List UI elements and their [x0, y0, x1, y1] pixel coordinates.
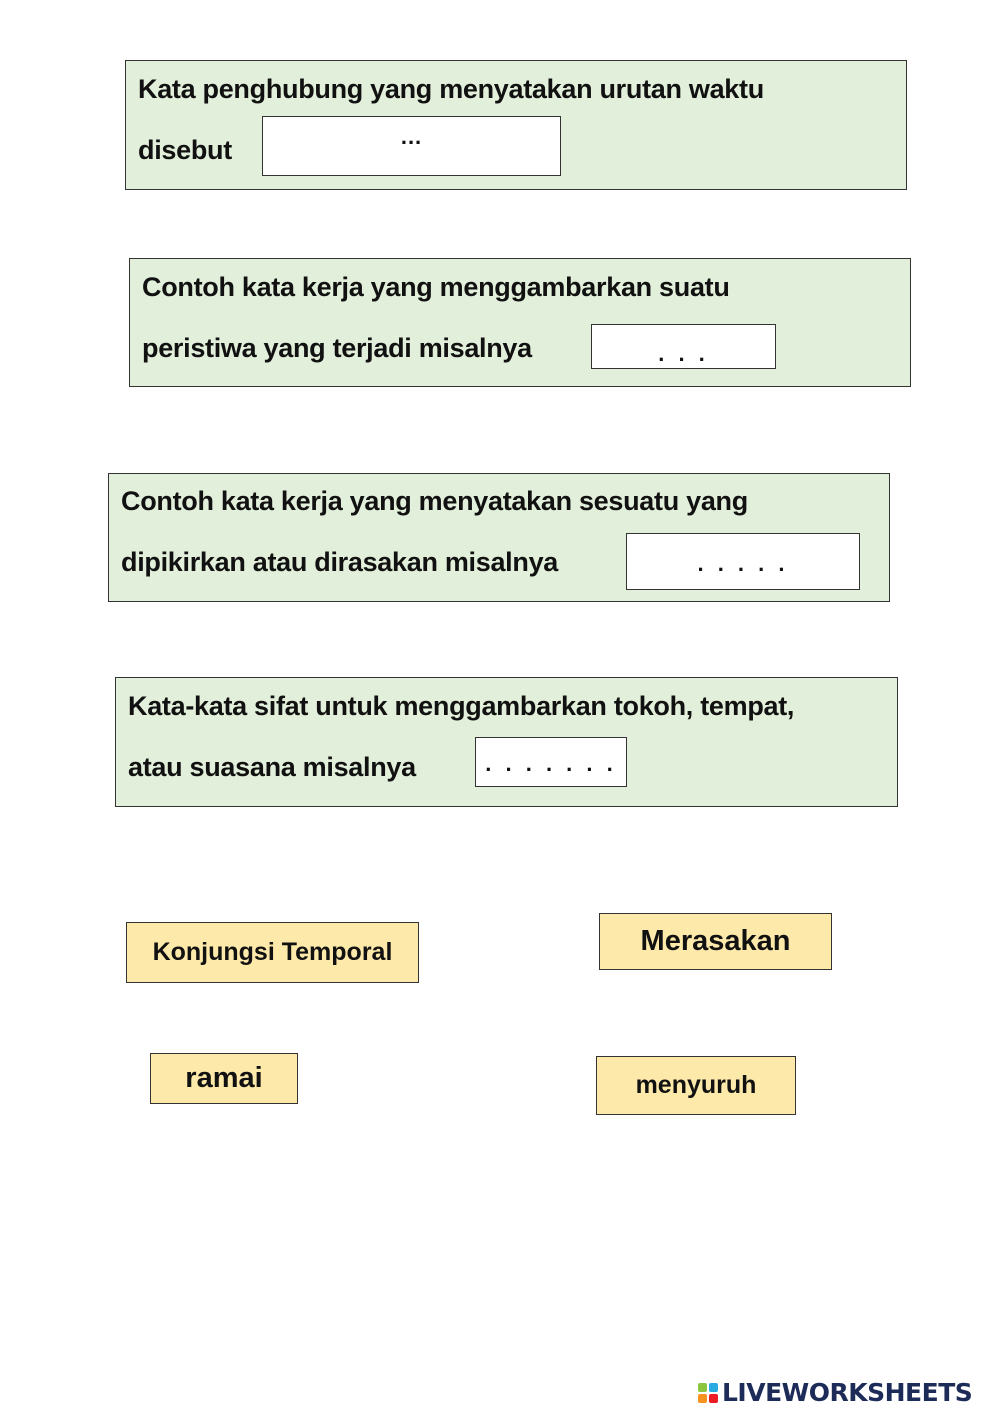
logo-squares-icon	[698, 1383, 718, 1403]
answer-drop-zone-1[interactable]: ...	[262, 116, 561, 176]
answer-drop-zone-4[interactable]: . . . . . . .	[475, 737, 627, 787]
question-box-4	[115, 677, 898, 807]
question-box-3	[108, 473, 890, 602]
question-2-line-1: Contoh kata kerja yang menggambarkan suatu	[142, 272, 730, 302]
answer-drop-zone-2[interactable]: . . .	[591, 324, 776, 369]
question-3-line-2: dipikirkan atau dirasakan misalnya	[121, 547, 559, 577]
question-1-line-1: Kata penghubung yang menyatakan urutan waktu	[138, 74, 764, 104]
logo-text: LIVEWORKSHEETS	[722, 1378, 973, 1407]
answer-chip-menyuruh[interactable]: menyuruh	[596, 1056, 796, 1115]
answer-chip-konjungsi-temporal[interactable]: Konjungsi Temporal	[126, 922, 419, 983]
question-4-line-2: atau suasana misalnya	[128, 752, 416, 782]
question-2-line-2: peristiwa yang terjadi misalnya	[142, 333, 532, 363]
liveworksheets-logo	[698, 1378, 972, 1407]
answer-chip-merasakan[interactable]: Merasakan	[599, 913, 832, 970]
question-box-2	[129, 258, 911, 387]
question-1-line-2: disebut	[138, 135, 232, 165]
answer-chip-ramai[interactable]: ramai	[150, 1053, 298, 1104]
question-4-line-1: Kata-kata sifat untuk menggambarkan tokoh, tempat,	[128, 691, 795, 721]
question-3-line-1: Contoh kata kerja yang menyatakan sesuatu yang	[121, 486, 748, 516]
answer-drop-zone-3[interactable]: . . . . .	[626, 533, 860, 590]
question-box-1	[125, 60, 907, 190]
